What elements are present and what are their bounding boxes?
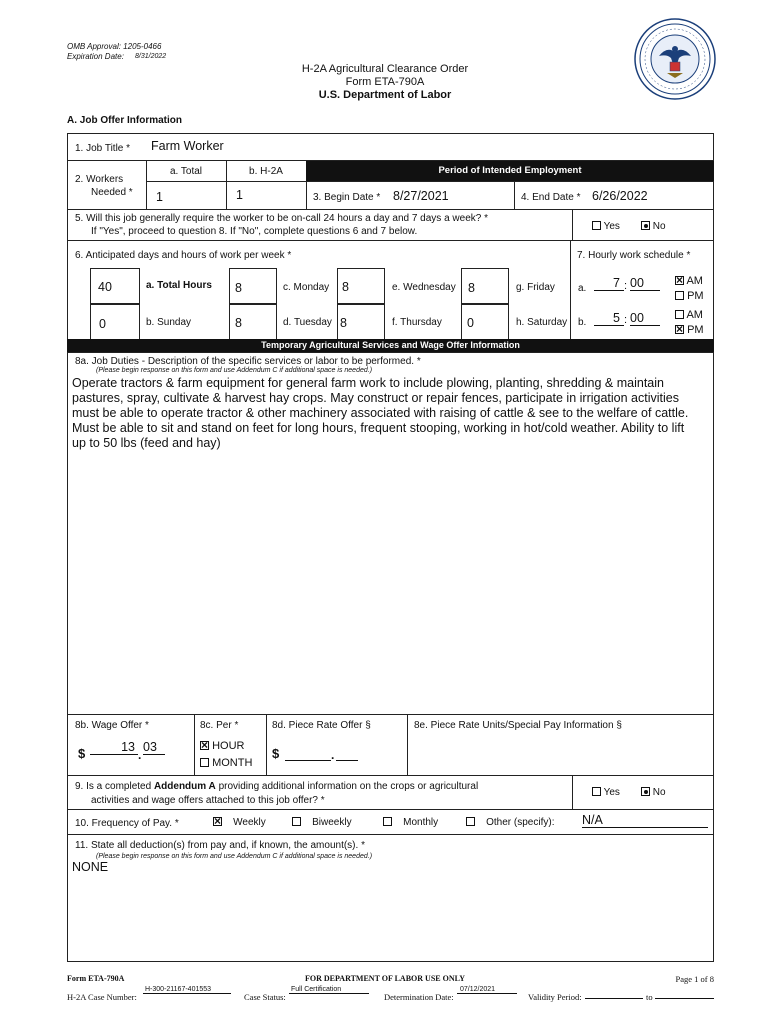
addendum-no[interactable]: No — [641, 787, 666, 798]
duties-line: Operate tractors & farm equipment for general farm work to include plowing, planting, shredding & maintain — [72, 376, 664, 390]
checkbox-checked-icon — [675, 325, 684, 334]
services-header: Temporary Agricultural Services and Wage Offer Information — [67, 339, 714, 352]
case-number-label: H-2A Case Number: — [67, 992, 137, 1002]
dol-seal-icon — [634, 18, 716, 100]
job-duties-text[interactable] — [72, 376, 688, 451]
workers-label-2: Needed * — [91, 187, 133, 198]
checkbox-icon — [200, 758, 209, 767]
begin-date-label: 3. Begin Date * — [313, 192, 381, 203]
case-status-label: Case Status: — [244, 992, 286, 1002]
days-hours-label: 6. Anticipated days and hours of work per week * — [75, 250, 292, 261]
form-number: Form ETA-790A — [345, 76, 425, 88]
department-name: U.S. Department of Labor — [318, 89, 452, 101]
wage-cents[interactable]: 03 — [143, 740, 165, 755]
validity-start — [585, 998, 643, 999]
deductions-label: 11. State all deduction(s) from pay and, if known, the amount(s). * — [75, 840, 365, 851]
sunday-box[interactable] — [90, 304, 140, 340]
piece-rate-units-label: 8e. Piece Rate Units/Special Pay Information § — [414, 720, 622, 731]
checkbox-icon — [383, 817, 392, 826]
pay-monthly[interactable]: Monthly — [383, 817, 438, 828]
on-call-question: 5. Will this job generally require the worker to be on-call 24 hours a day and 7 days a week? * — [75, 213, 489, 224]
schedule-a-am[interactable]: × AM — [675, 275, 703, 287]
deductions-note: (Please begin response on this form and use Addendum C if additional space is needed.) — [96, 853, 373, 860]
schedule-b-hour[interactable]: 5 — [594, 311, 624, 326]
addendum-question: 9. Is a completed Addendum A providing additional information on the crops or agricultural — [75, 781, 479, 792]
schedule-b-pm[interactable]: × PM — [675, 324, 704, 336]
checkbox-checked-icon — [641, 787, 650, 796]
sunday-label: b. Sunday — [146, 317, 192, 328]
thursday-value: 0 — [467, 316, 474, 330]
duties-line: Must be able to sit and stand on feet for long hours, frequent stooping, working in hot/cold weather. Ability to lift — [72, 421, 685, 435]
thursday-label: f. Thursday — [392, 317, 442, 328]
begin-date-value[interactable]: 8/27/2021 — [393, 189, 449, 203]
footer-form-number: Form ETA-790A — [67, 974, 125, 983]
checkbox-icon — [466, 817, 475, 826]
footer-dol-use: FOR DEPARTMENT OF LABOR USE ONLY — [305, 974, 465, 983]
deductions-value[interactable]: NONE — [72, 860, 109, 874]
schedule-a-colon: : — [624, 280, 628, 292]
total-hours-value: 40 — [98, 280, 112, 294]
checkbox-icon — [675, 310, 684, 319]
end-date-value[interactable]: 6/26/2022 — [592, 189, 648, 203]
pay-other[interactable]: Other (specify): — [466, 817, 554, 828]
on-call-no[interactable]: No — [641, 221, 666, 232]
addendum-yes[interactable]: Yes — [592, 787, 620, 798]
schedule-b-am[interactable]: AM — [675, 309, 703, 321]
sunday-value: 0 — [99, 317, 106, 331]
friday-label: g. Friday — [516, 282, 555, 293]
duties-line: up to 50 lbs (feed and hay) — [72, 436, 221, 450]
section-a-title: A. Job Offer Information — [67, 115, 182, 126]
determination-date-label: Determination Date: — [384, 992, 454, 1002]
friday-value: 8 — [468, 281, 475, 295]
monday-label: c. Monday — [283, 282, 330, 293]
validity-end — [655, 998, 714, 999]
tuesday-label: d. Tuesday — [283, 317, 332, 328]
sunday-hours-value: 8 — [235, 316, 242, 330]
case-status-value: Full Certification — [289, 986, 369, 994]
expiration-value: 8/31/2022 — [135, 53, 167, 60]
addendum-question-2: activities and wage offers attached to this job offer? * — [91, 795, 325, 806]
on-call-instructions: If "Yes", proceed to question 8. If "No", complete questions 6 and 7 below. — [91, 226, 418, 237]
checkbox-checked-icon — [200, 741, 209, 750]
footer-page-number: Page 1 of 8 — [675, 974, 714, 984]
validity-to: to — [646, 992, 653, 1002]
per-label: 8c. Per * — [200, 720, 239, 731]
expiration-label: Expiration Date: — [67, 52, 124, 61]
total-workers-value[interactable]: 1 — [156, 190, 163, 204]
per-month[interactable]: MONTH — [200, 757, 252, 769]
checkbox-icon — [675, 291, 684, 300]
saturday-label: h. Saturday — [516, 317, 568, 328]
schedule-b-colon: : — [624, 314, 628, 326]
job-title-label: 1. Job Title * — [75, 143, 131, 154]
pay-other-value[interactable]: N/A — [582, 813, 708, 828]
checkbox-checked-icon — [213, 817, 222, 826]
determination-date-value: 07/12/2021 — [457, 986, 517, 994]
job-duties-label: 8a. Job Duties - Description of the specific services or labor to be performed. * — [75, 356, 421, 367]
pay-biweekly[interactable]: Biweekly — [292, 817, 352, 828]
pay-frequency-label: 10. Frequency of Pay. * — [75, 818, 179, 829]
h2a-workers-label: b. H-2A — [249, 166, 283, 177]
tuesday-value: 8 — [340, 316, 347, 330]
end-date-label: 4. End Date * — [521, 192, 581, 203]
schedule-a-pm[interactable]: PM — [675, 290, 704, 302]
total-hours-label: a. Total Hours — [146, 280, 212, 291]
job-duties-note: (Please begin response on this form and use Addendum C if additional space is needed.) — [96, 367, 373, 374]
wage-dollar-sign: $ — [78, 746, 86, 761]
piece-dollar-sign: $ — [272, 746, 280, 761]
checkbox-checked-icon — [641, 221, 650, 230]
schedule-a-label: a. — [578, 283, 587, 294]
job-title-value[interactable]: Farm Worker — [151, 139, 224, 153]
schedule-b-min[interactable]: 00 — [630, 311, 660, 326]
workers-label: 2. Workers — [75, 174, 124, 185]
per-hour[interactable]: × HOUR — [200, 740, 244, 752]
piece-rate-dollars[interactable] — [285, 752, 331, 761]
wage-dollars[interactable]: 13 — [90, 740, 138, 755]
checkbox-icon — [292, 817, 301, 826]
schedule-b-label: b. — [578, 317, 587, 328]
schedule-a-hour[interactable]: 7 — [594, 276, 624, 291]
duties-line: must be able to operate tractor & other machinery associated with raising of cattle & see to the welfare of cattle. — [72, 406, 689, 420]
piece-rate-cents[interactable] — [336, 752, 358, 761]
case-number-value: H-300-21167-401553 — [143, 986, 231, 994]
checkbox-icon — [592, 787, 601, 796]
total-workers-label: a. Total — [169, 166, 203, 177]
form-title: H-2A Agricultural Clearance Order — [301, 63, 469, 75]
monday-value: 8 — [235, 281, 242, 295]
duties-line: pastures, spray, cultivate & harvest hay crops. May construct or repair fences, participate in irrigation activities — [72, 391, 679, 405]
wednesday-label: e. Wednesday — [392, 282, 456, 293]
checkbox-checked-icon — [675, 276, 684, 285]
checkbox-icon — [592, 221, 601, 230]
pay-weekly[interactable]: × Weekly — [213, 817, 266, 828]
omb-approval: OMB Approval: 1205-0466 — [67, 42, 162, 51]
wage-offer-label: 8b. Wage Offer * — [75, 720, 149, 731]
hourly-schedule-label: 7. Hourly work schedule * — [577, 250, 691, 261]
on-call-yes[interactable]: Yes — [592, 221, 620, 232]
schedule-a-min[interactable]: 00 — [630, 276, 660, 291]
h2a-workers-value[interactable]: 1 — [236, 188, 243, 202]
wednesday-value: 8 — [342, 280, 349, 294]
period-header: Period of Intended Employment — [306, 161, 714, 181]
piece-rate-label: 8d. Piece Rate Offer § — [272, 720, 371, 731]
validity-period-label: Validity Period: — [528, 992, 582, 1002]
